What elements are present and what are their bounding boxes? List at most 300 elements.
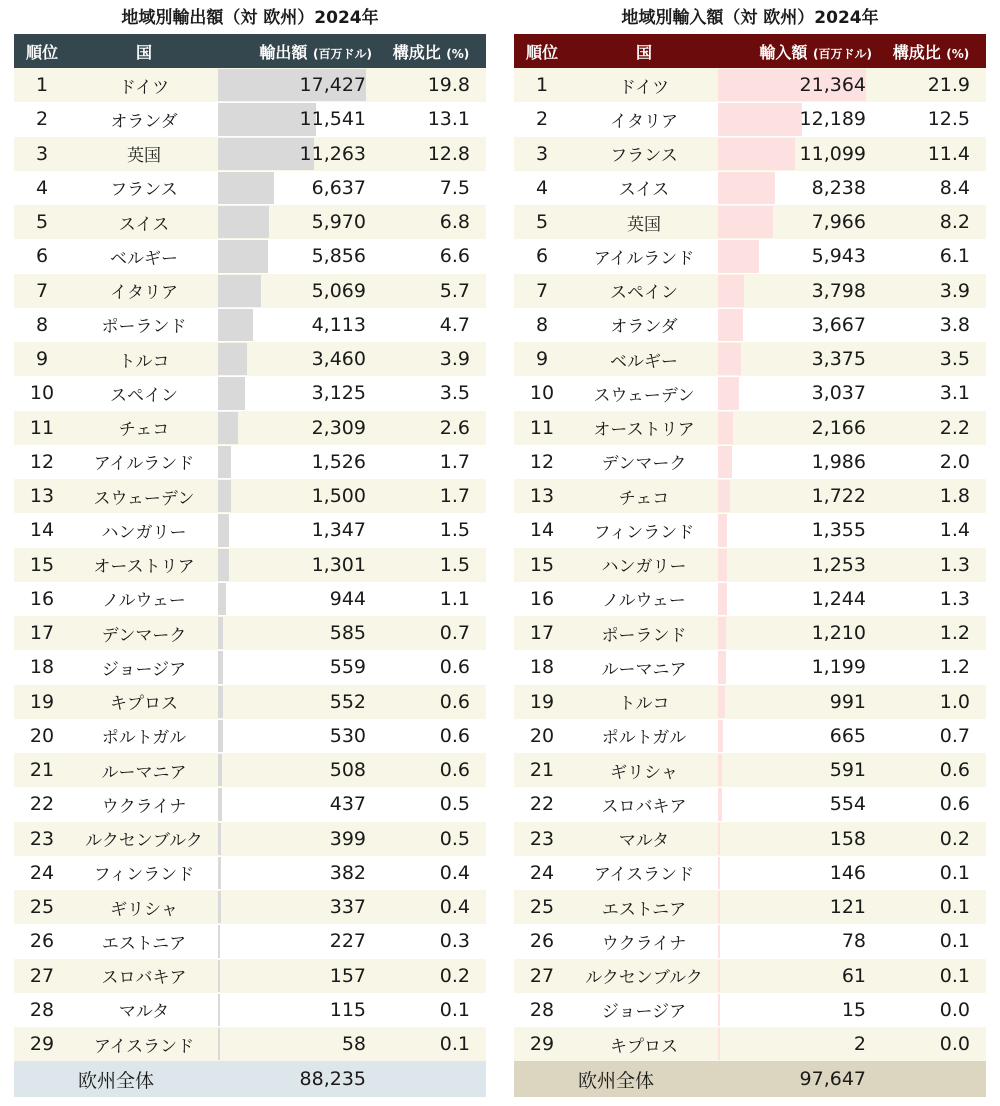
- export-row: [14, 719, 486, 753]
- export-value-bar: [218, 857, 221, 889]
- export-share-header: [376, 34, 486, 68]
- import-value-bar: [718, 1028, 720, 1060]
- export-rank-cell: 4: [14, 171, 70, 205]
- import-value-label: 2: [853, 1033, 866, 1056]
- import-value-label: 15: [841, 998, 866, 1021]
- import-share-header-label: 構成比: [892, 42, 941, 62]
- import-row: [514, 582, 986, 616]
- import-value-header: [718, 34, 876, 68]
- import-rank-cell: 9: [514, 342, 570, 376]
- export-value-label: 6,637: [311, 176, 366, 199]
- import-rank-cell: 25: [514, 890, 570, 924]
- export-country-cell: マルタ: [70, 993, 218, 1027]
- import-value-cell: [718, 376, 876, 410]
- export-rank-cell: 1: [14, 68, 70, 102]
- import-share-cell: 1.3: [876, 548, 986, 582]
- import-row: [514, 787, 986, 821]
- export-row: [14, 890, 486, 924]
- export-value-label: 58: [341, 1033, 366, 1056]
- export-total-row: [14, 1061, 486, 1097]
- import-value-label: 121: [829, 896, 866, 919]
- import-value-label: 5,943: [811, 245, 866, 268]
- import-value-bar: [718, 412, 733, 444]
- export-rank-cell: 2: [14, 102, 70, 136]
- import-row: [514, 616, 986, 650]
- export-value-cell: [218, 822, 376, 856]
- export-total-share-empty: [376, 1061, 486, 1097]
- import-row: [514, 993, 986, 1027]
- export-value-bar: [218, 788, 222, 820]
- import-rank-cell: 23: [514, 822, 570, 856]
- import-row: [514, 856, 986, 890]
- import-country-cell: ルーマニア: [570, 650, 718, 684]
- export-value-bar: [218, 549, 229, 581]
- export-value-label: 530: [329, 724, 366, 747]
- import-value-label: 1,355: [811, 519, 866, 542]
- import-value-label: 78: [841, 930, 866, 953]
- export-value-cell: [218, 445, 376, 479]
- export-value-header-unit: (百万ドル): [313, 46, 372, 61]
- import-value-label: 3,667: [811, 313, 866, 336]
- import-value-bar: [718, 549, 727, 581]
- import-country-cell: マルタ: [570, 822, 718, 856]
- export-value-label: 17,427: [299, 74, 366, 97]
- export-row: [14, 171, 486, 205]
- import-row: [514, 308, 986, 342]
- export-value-cell: [218, 753, 376, 787]
- export-value-label: 1,347: [311, 519, 366, 542]
- import-rank-cell: 2: [514, 102, 570, 136]
- import-value-label: 3,037: [811, 382, 866, 405]
- export-value-cell: [218, 856, 376, 890]
- import-row: [514, 479, 986, 513]
- import-total-share-empty: [876, 1061, 986, 1097]
- export-rank-cell: 27: [14, 959, 70, 993]
- export-country-cell: デンマーク: [70, 616, 218, 650]
- export-value-label: 1,301: [311, 553, 366, 576]
- export-share-cell: 6.6: [376, 239, 486, 273]
- export-country-header: 国: [70, 34, 218, 68]
- export-value-bar: [218, 754, 222, 786]
- export-share-cell: 7.5: [376, 171, 486, 205]
- export-value-bar: [218, 823, 221, 855]
- import-value-bar: [718, 994, 720, 1026]
- import-value-bar: [718, 138, 795, 170]
- export-value-label: 3,460: [311, 348, 366, 371]
- export-value-bar: [218, 925, 220, 957]
- import-value-label: 1,986: [811, 450, 866, 473]
- export-rank-cell: 5: [14, 205, 70, 239]
- import-country-cell: チェコ: [570, 479, 718, 513]
- export-country-cell: ギリシャ: [70, 890, 218, 924]
- export-value-label: 157: [329, 964, 366, 987]
- import-row: [514, 445, 986, 479]
- export-row: [14, 342, 486, 376]
- import-row: [514, 137, 986, 171]
- export-value-label: 5,970: [311, 211, 366, 234]
- import-country-cell: フランス: [570, 137, 718, 171]
- import-share-cell: 21.9: [876, 68, 986, 102]
- export-value-label: 2,309: [311, 416, 366, 439]
- export-country-cell: ルーマニア: [70, 753, 218, 787]
- export-table-title: 地域別輸出額（対 欧州）2024年: [121, 8, 379, 28]
- export-country-cell: アイスランド: [70, 1027, 218, 1061]
- import-value-label: 1,253: [811, 553, 866, 576]
- export-share-cell: 1.7: [376, 479, 486, 513]
- export-row: [14, 102, 486, 136]
- import-value-cell: [718, 582, 876, 616]
- export-total-label: 欧州全体: [14, 1061, 218, 1097]
- import-row: [514, 342, 986, 376]
- import-rank-cell: 27: [514, 959, 570, 993]
- export-share-cell: 2.6: [376, 411, 486, 445]
- import-share-header-unit: (%): [946, 46, 970, 61]
- import-value-label: 2,166: [811, 416, 866, 439]
- export-value-cell: [218, 308, 376, 342]
- export-value-cell: [218, 171, 376, 205]
- export-value-cell: [218, 548, 376, 582]
- export-value-bar: [218, 309, 253, 341]
- export-country-cell: ポルトガル: [70, 719, 218, 753]
- export-rank-cell: 26: [14, 924, 70, 958]
- import-value-label: 3,798: [811, 279, 866, 302]
- export-value-label: 1,500: [311, 485, 366, 508]
- import-value-cell: [718, 890, 876, 924]
- export-rank-cell: 16: [14, 582, 70, 616]
- export-row: [14, 274, 486, 308]
- import-share-cell: 3.1: [876, 376, 986, 410]
- import-rank-cell: 24: [514, 856, 570, 890]
- export-country-cell: ノルウェー: [70, 582, 218, 616]
- import-value-cell: [718, 205, 876, 239]
- import-rank-cell: 26: [514, 924, 570, 958]
- export-value-label: 3,125: [311, 382, 366, 405]
- export-country-cell: スウェーデン: [70, 479, 218, 513]
- import-country-cell: デンマーク: [570, 445, 718, 479]
- import-value-bar: [718, 960, 720, 992]
- export-rank-header: 順位: [14, 34, 70, 68]
- export-value-label: 115: [329, 998, 366, 1021]
- export-rank-cell: 7: [14, 274, 70, 308]
- export-country-cell: イタリア: [70, 274, 218, 308]
- export-value-cell: [218, 616, 376, 650]
- import-country-cell: イタリア: [570, 102, 718, 136]
- import-value-cell: [718, 102, 876, 136]
- export-country-cell: キプロス: [70, 685, 218, 719]
- import-rank-cell: 18: [514, 650, 570, 684]
- import-rank-cell: 16: [514, 582, 570, 616]
- import-country-cell: ジョージア: [570, 993, 718, 1027]
- export-row: [14, 856, 486, 890]
- export-row: [14, 411, 486, 445]
- import-share-cell: 0.1: [876, 856, 986, 890]
- import-share-cell: 11.4: [876, 137, 986, 171]
- import-value-label: 12,189: [799, 108, 866, 131]
- export-value-label: 508: [329, 759, 366, 782]
- export-value-label: 5,856: [311, 245, 366, 268]
- import-country-cell: ポーランド: [570, 616, 718, 650]
- export-value-cell: [218, 719, 376, 753]
- export-row: [14, 924, 486, 958]
- export-share-cell: 1.1: [376, 582, 486, 616]
- import-rank-cell: 15: [514, 548, 570, 582]
- import-rank-cell: 14: [514, 513, 570, 547]
- import-table-title: 地域別輸入額（対 欧州）2024年: [621, 8, 879, 28]
- export-header-row: [14, 34, 486, 68]
- import-country-cell: トルコ: [570, 685, 718, 719]
- import-country-cell: 英国: [570, 205, 718, 239]
- import-share-cell: 0.1: [876, 890, 986, 924]
- import-share-cell: 0.6: [876, 753, 986, 787]
- import-share-cell: 1.4: [876, 513, 986, 547]
- export-row: [14, 1027, 486, 1061]
- import-value-bar: [718, 206, 773, 238]
- export-value-bar: [218, 720, 223, 752]
- import-value-bar: [718, 514, 727, 546]
- import-value-cell: [718, 856, 876, 890]
- import-share-cell: 1.8: [876, 479, 986, 513]
- import-share-cell: 3.9: [876, 274, 986, 308]
- export-value-cell: [218, 376, 376, 410]
- export-value-cell: [218, 924, 376, 958]
- export-row: [14, 548, 486, 582]
- import-value-cell: [718, 650, 876, 684]
- export-value-header-label: 輸出額: [259, 42, 308, 62]
- export-country-cell: 英国: [70, 137, 218, 171]
- export-share-cell: 3.9: [376, 342, 486, 376]
- export-row: [14, 822, 486, 856]
- export-country-cell: フランス: [70, 171, 218, 205]
- export-row: [14, 650, 486, 684]
- export-value-bar: [218, 377, 245, 409]
- import-share-cell: 2.0: [876, 445, 986, 479]
- export-country-cell: ドイツ: [70, 68, 218, 102]
- export-share-cell: 19.8: [376, 68, 486, 102]
- import-value-bar: [718, 103, 802, 135]
- import-value-bar: [718, 343, 741, 375]
- import-country-header: 国: [570, 34, 718, 68]
- import-value-header-unit: (百万ドル): [813, 46, 872, 61]
- export-share-header-label: 構成比: [392, 42, 441, 62]
- export-share-cell: 0.4: [376, 856, 486, 890]
- import-row: [514, 822, 986, 856]
- export-row: [14, 205, 486, 239]
- export-value-cell: [218, 205, 376, 239]
- export-table-body: [14, 68, 486, 1097]
- import-country-cell: ハンガリー: [570, 548, 718, 582]
- export-rank-cell: 21: [14, 753, 70, 787]
- export-value-cell: [218, 993, 376, 1027]
- import-country-cell: スウェーデン: [570, 376, 718, 410]
- import-row: [514, 548, 986, 582]
- export-value-label: 944: [329, 587, 366, 610]
- export-country-cell: ジョージア: [70, 650, 218, 684]
- import-value-bar: [718, 651, 726, 683]
- import-rank-cell: 8: [514, 308, 570, 342]
- export-country-cell: チェコ: [70, 411, 218, 445]
- import-value-cell: [718, 959, 876, 993]
- export-share-cell: 0.1: [376, 993, 486, 1027]
- export-row: [14, 376, 486, 410]
- import-total-row: [514, 1061, 986, 1097]
- export-country-cell: フィンランド: [70, 856, 218, 890]
- import-rank-cell: 4: [514, 171, 570, 205]
- export-share-cell: 12.8: [376, 137, 486, 171]
- export-rank-cell: 9: [14, 342, 70, 376]
- export-country-cell: アイルランド: [70, 445, 218, 479]
- import-value-label: 21,364: [799, 74, 866, 97]
- export-country-cell: ハンガリー: [70, 513, 218, 547]
- export-value-cell: [218, 959, 376, 993]
- export-row: [14, 582, 486, 616]
- import-row: [514, 685, 986, 719]
- import-rank-header: 順位: [514, 34, 570, 68]
- export-value-label: 337: [329, 896, 366, 919]
- import-share-cell: 0.1: [876, 924, 986, 958]
- export-table: [14, 34, 486, 1097]
- import-row: [514, 171, 986, 205]
- import-value-cell: [718, 616, 876, 650]
- export-value-cell: [218, 787, 376, 821]
- export-rank-cell: 28: [14, 993, 70, 1027]
- import-value-bar: [718, 240, 759, 272]
- import-value-cell: [718, 787, 876, 821]
- export-row: [14, 68, 486, 102]
- import-value-label: 1,199: [811, 656, 866, 679]
- export-value-label: 552: [329, 690, 366, 713]
- import-row: [514, 1027, 986, 1061]
- import-rank-cell: 7: [514, 274, 570, 308]
- export-country-cell: スペイン: [70, 376, 218, 410]
- export-country-cell: ウクライナ: [70, 787, 218, 821]
- export-value-cell: [218, 68, 376, 102]
- import-value-cell: [718, 68, 876, 102]
- export-total-value: 88,235: [218, 1061, 376, 1097]
- import-country-cell: ベルギー: [570, 342, 718, 376]
- export-rank-cell: 14: [14, 513, 70, 547]
- export-share-cell: 0.6: [376, 719, 486, 753]
- export-row: [14, 787, 486, 821]
- export-share-cell: 0.7: [376, 616, 486, 650]
- import-country-cell: エストニア: [570, 890, 718, 924]
- export-share-cell: 1.5: [376, 548, 486, 582]
- import-value-label: 1,722: [811, 485, 866, 508]
- import-value-cell: [718, 308, 876, 342]
- export-country-cell: エストニア: [70, 924, 218, 958]
- import-rank-cell: 1: [514, 68, 570, 102]
- import-share-cell: 6.1: [876, 239, 986, 273]
- import-value-cell: [718, 822, 876, 856]
- export-country-cell: トルコ: [70, 342, 218, 376]
- import-value-cell: [718, 171, 876, 205]
- import-value-label: 591: [829, 759, 866, 782]
- import-value-label: 7,966: [811, 211, 866, 234]
- export-country-cell: ルクセンブルク: [70, 822, 218, 856]
- import-row: [514, 274, 986, 308]
- import-total-value: 97,647: [718, 1061, 876, 1097]
- export-value-bar: [218, 480, 231, 512]
- export-value-label: 585: [329, 622, 366, 645]
- export-share-cell: 1.5: [376, 513, 486, 547]
- import-country-cell: スロバキア: [570, 787, 718, 821]
- import-value-cell: [718, 137, 876, 171]
- export-rank-cell: 22: [14, 787, 70, 821]
- export-value-label: 5,069: [311, 279, 366, 302]
- import-row: [514, 753, 986, 787]
- export-share-cell: 0.5: [376, 822, 486, 856]
- export-value-cell: [218, 479, 376, 513]
- import-value-bar: [718, 480, 730, 512]
- import-value-cell: [718, 342, 876, 376]
- import-rank-cell: 20: [514, 719, 570, 753]
- export-value-bar: [218, 275, 261, 307]
- export-value-bar: [218, 446, 231, 478]
- import-value-cell: [718, 548, 876, 582]
- export-share-cell: 4.7: [376, 308, 486, 342]
- import-country-cell: スイス: [570, 171, 718, 205]
- import-rank-cell: 6: [514, 239, 570, 273]
- export-share-header-unit: (%): [446, 46, 470, 61]
- import-country-cell: ギリシャ: [570, 753, 718, 787]
- export-rank-cell: 20: [14, 719, 70, 753]
- import-country-cell: ドイツ: [570, 68, 718, 102]
- export-value-cell: [218, 411, 376, 445]
- import-value-label: 3,375: [811, 348, 866, 371]
- export-value-label: 437: [329, 793, 366, 816]
- export-share-cell: 0.6: [376, 753, 486, 787]
- import-value-header-label: 輸入額: [759, 42, 808, 62]
- export-value-label: 11,263: [299, 142, 366, 165]
- export-value-bar: [218, 651, 223, 683]
- import-rank-cell: 17: [514, 616, 570, 650]
- export-row: [14, 753, 486, 787]
- import-value-bar: [718, 754, 722, 786]
- export-value-bar: [218, 206, 269, 238]
- import-total-label: 欧州全体: [514, 1061, 718, 1097]
- import-value-bar: [718, 891, 720, 923]
- export-value-bar: [218, 240, 268, 272]
- import-value-bar: [718, 857, 720, 889]
- import-row: [514, 959, 986, 993]
- export-country-cell: オーストリア: [70, 548, 218, 582]
- import-share-cell: 8.4: [876, 171, 986, 205]
- import-rank-cell: 19: [514, 685, 570, 719]
- export-country-cell: ポーランド: [70, 308, 218, 342]
- export-value-label: 559: [329, 656, 366, 679]
- import-share-cell: 0.0: [876, 1027, 986, 1061]
- import-country-cell: オランダ: [570, 308, 718, 342]
- export-value-label: 11,541: [299, 108, 366, 131]
- export-value-label: 1,526: [311, 450, 366, 473]
- export-share-cell: 0.6: [376, 685, 486, 719]
- import-value-bar: [718, 275, 744, 307]
- import-rank-cell: 22: [514, 787, 570, 821]
- import-share-cell: 3.8: [876, 308, 986, 342]
- export-country-cell: スイス: [70, 205, 218, 239]
- import-value-bar: [718, 377, 739, 409]
- import-share-cell: 0.0: [876, 993, 986, 1027]
- export-value-label: 4,113: [311, 313, 366, 336]
- import-share-cell: 0.6: [876, 787, 986, 821]
- import-value-cell: [718, 753, 876, 787]
- import-row: [514, 102, 986, 136]
- export-value-bar: [218, 514, 229, 546]
- import-share-cell: 2.2: [876, 411, 986, 445]
- import-value-label: 158: [829, 827, 866, 850]
- export-value-bar: [218, 1028, 220, 1060]
- import-value-label: 554: [829, 793, 866, 816]
- import-country-cell: ノルウェー: [570, 582, 718, 616]
